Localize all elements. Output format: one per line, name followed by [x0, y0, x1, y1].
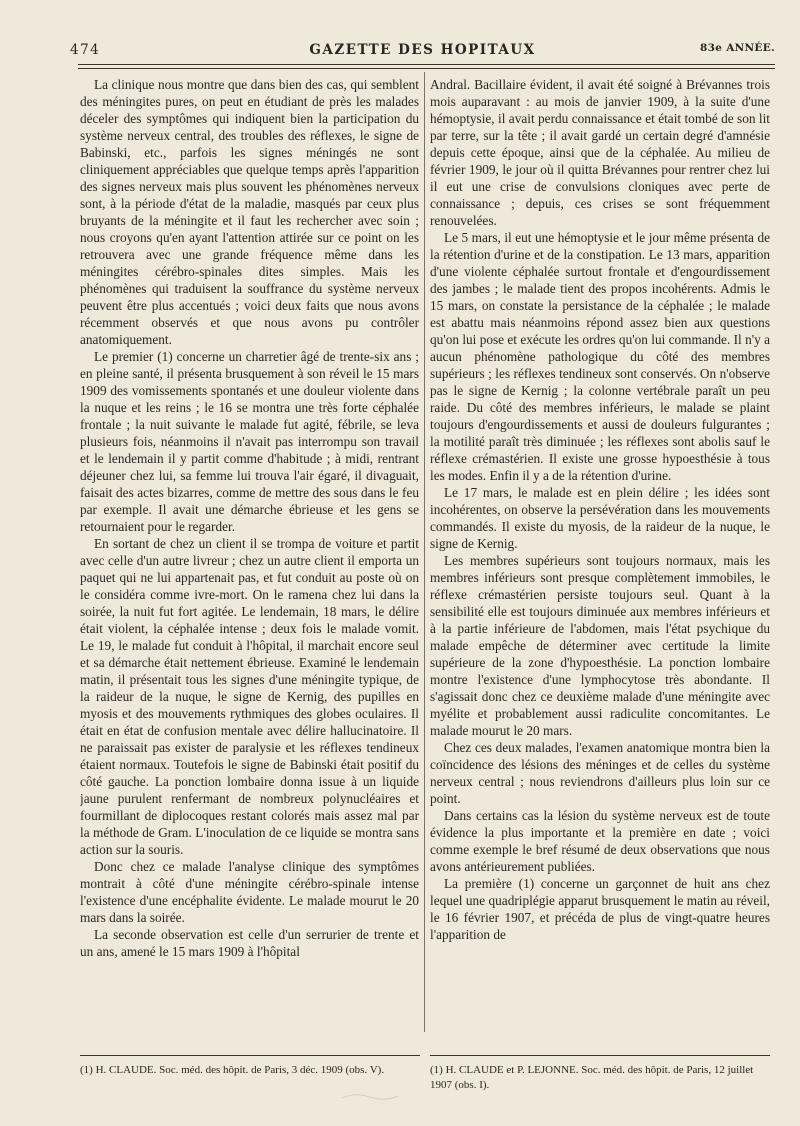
page-number: 474 — [70, 42, 101, 58]
footnote-rule-left — [80, 1055, 420, 1056]
paragraph: Le 5 mars, il eut une hémoptysie et le jour même présenta de la rétention d'urine et de la constipation. Le 13 mars, apparition d'une violente céphalée surtout frontale et d'engourdissement des jambes ; le malade tient des propos incohérents. Admis le 15 mars, on constate la persistance de la céphalée ; le malade est abattu mais néanmoins répond assez bien aux questions qu'on lui pose et exécute les ordres qu'on lui commande. Il n'y a aucun phénomène pathologique du côté des membres supérieurs ; les réflexes tendineux sont conservés. On n'observe pas le signe de Kernig ; la colonne vertébrale paraît un peu raide. Du côté des membres inférieurs, le malade se plaint toujours d'engourdissements et aussi de douleurs fulgurantes ; la motilité paraît très diminuée ; les réflexes sont abolis sauf le réflexe crémastérien. Il existe une grosse hypoesthésie à tous les modes. Enfin il y a de la rétention d'urine. — [430, 230, 770, 483]
footnote-right: (1) H. CLAUDE et P. LEJONNE. Soc. méd. des hôpit. de Paris, 12 juillet 1907 (obs. I). — [430, 1064, 754, 1091]
paragraph: La seconde observation est celle d'un serrurier de trente et un ans, amené le 15 mars 1909 à l'hôpital — [80, 927, 419, 959]
year-label: 83e ANNÉE. — [700, 42, 775, 54]
header-rule — [78, 64, 775, 65]
header-rule-thin — [78, 68, 775, 69]
right-column — [430, 76, 770, 1031]
paragraph: En sortant de chez un client il se trompa de voiture et partit avec celle d'un autre livreur ; chez un autre client il emporta un paquet qui ne lui appartenait pas, et fut conduit au poste où on le considéra comme ivre-mort. On le ramena chez lui dans la soirée, la nuit fut fort agitée. Le lendemain, 18 mars, le délire était violent, la céphalée intense ; deux fois le malade vomit. Le 19, le malade fut conduit à l'hôpital, il marchait encore seul et sa démarche était nettement ébrieuse. Examiné le lendemain matin, il présentait tous les signes d'une méningite typique, de la raideur de la nuque, le signe de Kernig, des pupilles en myosis et des mouvements rythmiques des globes oculaires. Il était en état de confusion mentale avec délire hallucinatoire. Il ne paraissait pas exister de paralysie et les réflexes tendineux étaient normaux. Toutefois le signe de Babinski était positif du côté gauche. La ponction lombaire donna issue à un liquide jaune purulent renfermant de nombreux polynucléaires et fourmillant de diplocoques restant colorés mais assez mal par la méthode de Gram. L'inoculation de ce liquide se montra sans action sur la souris. — [80, 536, 419, 857]
paragraph: Les membres supérieurs sont toujours normaux, mais les membres inférieurs sont presque complètement immobiles, le réflexe crémastérien persiste toujours seul. Quant à la sensibilité elle est toujours diminuée aux membres inférieurs et à la partie inférieure de l'abdomen, mais l'état psychique du malade empêche de déterminer avec certitude la limite supérieure de la zone d'hypoesthésie. La ponction lombaire montre l'existence d'une lymphocytose très abondante. Il s'agissait donc chez ce deuxième malade d'une méningite avec myélite et probablement aussi radiculite concomitantes. Le malade mourut le 20 mars. — [430, 553, 770, 738]
paragraph: Chez ces deux malades, l'examen anatomique montra bien la coïncidence des lésions des méninges et de celles du système nerveux central ; nous reviendrons d'ailleurs plus loin sur ce point. — [430, 740, 770, 806]
journal-title: GAZETTE DES HOPITAUX — [309, 42, 536, 58]
paragraph: Dans certains cas la lésion du système nerveux est de toute évidence la plus importante et la première en date ; voici comme exemple le bref résumé de deux observations que nous avons antérieurement publiées. — [430, 808, 770, 874]
page-header — [70, 42, 775, 62]
paper-stain — [340, 1090, 400, 1104]
paragraph: Andral. Bacillaire évident, il avait été soigné à Brévannes trois mois auparavant : au mois de janvier 1909, à la suite d'une hémoptysie, il avait perdu connaissance et était tombé de son lit par terre, sur la tête ; il avait gardé un certain degré d'amnésie depuis cette époque, ainsi que de la céphalée. Au milieu de février 1909, le jour où il quitta Brévannes pour rentrer chez lui il eut une crise de convulsions cloniques avec perte de connaissance ; depuis, ces crises se sont fréquemment renouvelées. — [430, 77, 770, 228]
left-column — [80, 76, 419, 1031]
paragraph: Le 17 mars, le malade est en plein délire ; les idées sont incohérentes, on observe la persévération dans les mouvements commandés. Il existe du myosis, de la raideur de la nuque, le signe de Kernig. — [430, 485, 770, 551]
footnote-rule-right — [430, 1055, 770, 1056]
paragraph: La clinique nous montre que dans bien des cas, qui semblent des méningites pures, on peut en étudiant de près les malades déceler des symptômes qui indiquent bien la participation du système nerveux central, des troubles des réflexes, le signe de Babinski, etc., parfois les signes méningés ne sont cliniquement appréciables que quelque temps après l'apparition des signes nerveux mais plus souvent les phénomènes nerveux sont, à la période d'état de la maladie, masqués par ceux plus bruyants de la méningite et il faut les rechercher avec soin ; nous croyons qu'en ayant l'attention attirée sur ce point on les retrouvera avec une grande fréquence même dans les méningites cérébro-spinales dites simples. Mais les phénomènes qui traduisent la souffrance du système nerveux peuvent être plus accentués ; voici deux faits que nous avons récemment observés et que nous avons pu contrôler anatomiquement. — [80, 77, 419, 347]
paragraph: Donc chez ce malade l'analyse clinique des symptômes montrait à côté d'une méningite cérébro-spinale intense l'existence d'une encéphalite évidente. Le malade mourut le 20 mars dans la soirée. — [80, 859, 419, 925]
footnote-left: (1) H. CLAUDE. Soc. méd. des hôpit. de Paris, 3 déc. 1909 (obs. V). — [80, 1064, 385, 1076]
paragraph: La première (1) concerne un garçonnet de huit ans chez lequel une quadriplégie apparut brusquement le matin au réveil, le 16 février 1907, et précéda de plus de vingt-quatre heures l'apparition de — [430, 876, 770, 942]
paragraph: Le premier (1) concerne un charretier âgé de trente-six ans ; en pleine santé, il présenta brusquement à son réveil le 15 mars 1909 des vomissements spontanés et une douleur violente dans la nuque et les reins ; le 16 se montra une très forte céphalée frontale ; la nuit suivante le malade fut agité, fébrile, se leva plusieurs fois, néanmoins il n'avait pas interrompu son travail et le lendemain il y partit comme d'habitude ; à midi, rentrant déjeuner chez lui, sa femme lui trouva l'air égaré, il divaguait, faisait des actes bizarres, comme de mettre des sous dans le feu par exemple. Il avait une démarche ébrieuse et les gens se retournaient pour le regarder. — [80, 349, 419, 534]
column-divider — [424, 72, 425, 1032]
